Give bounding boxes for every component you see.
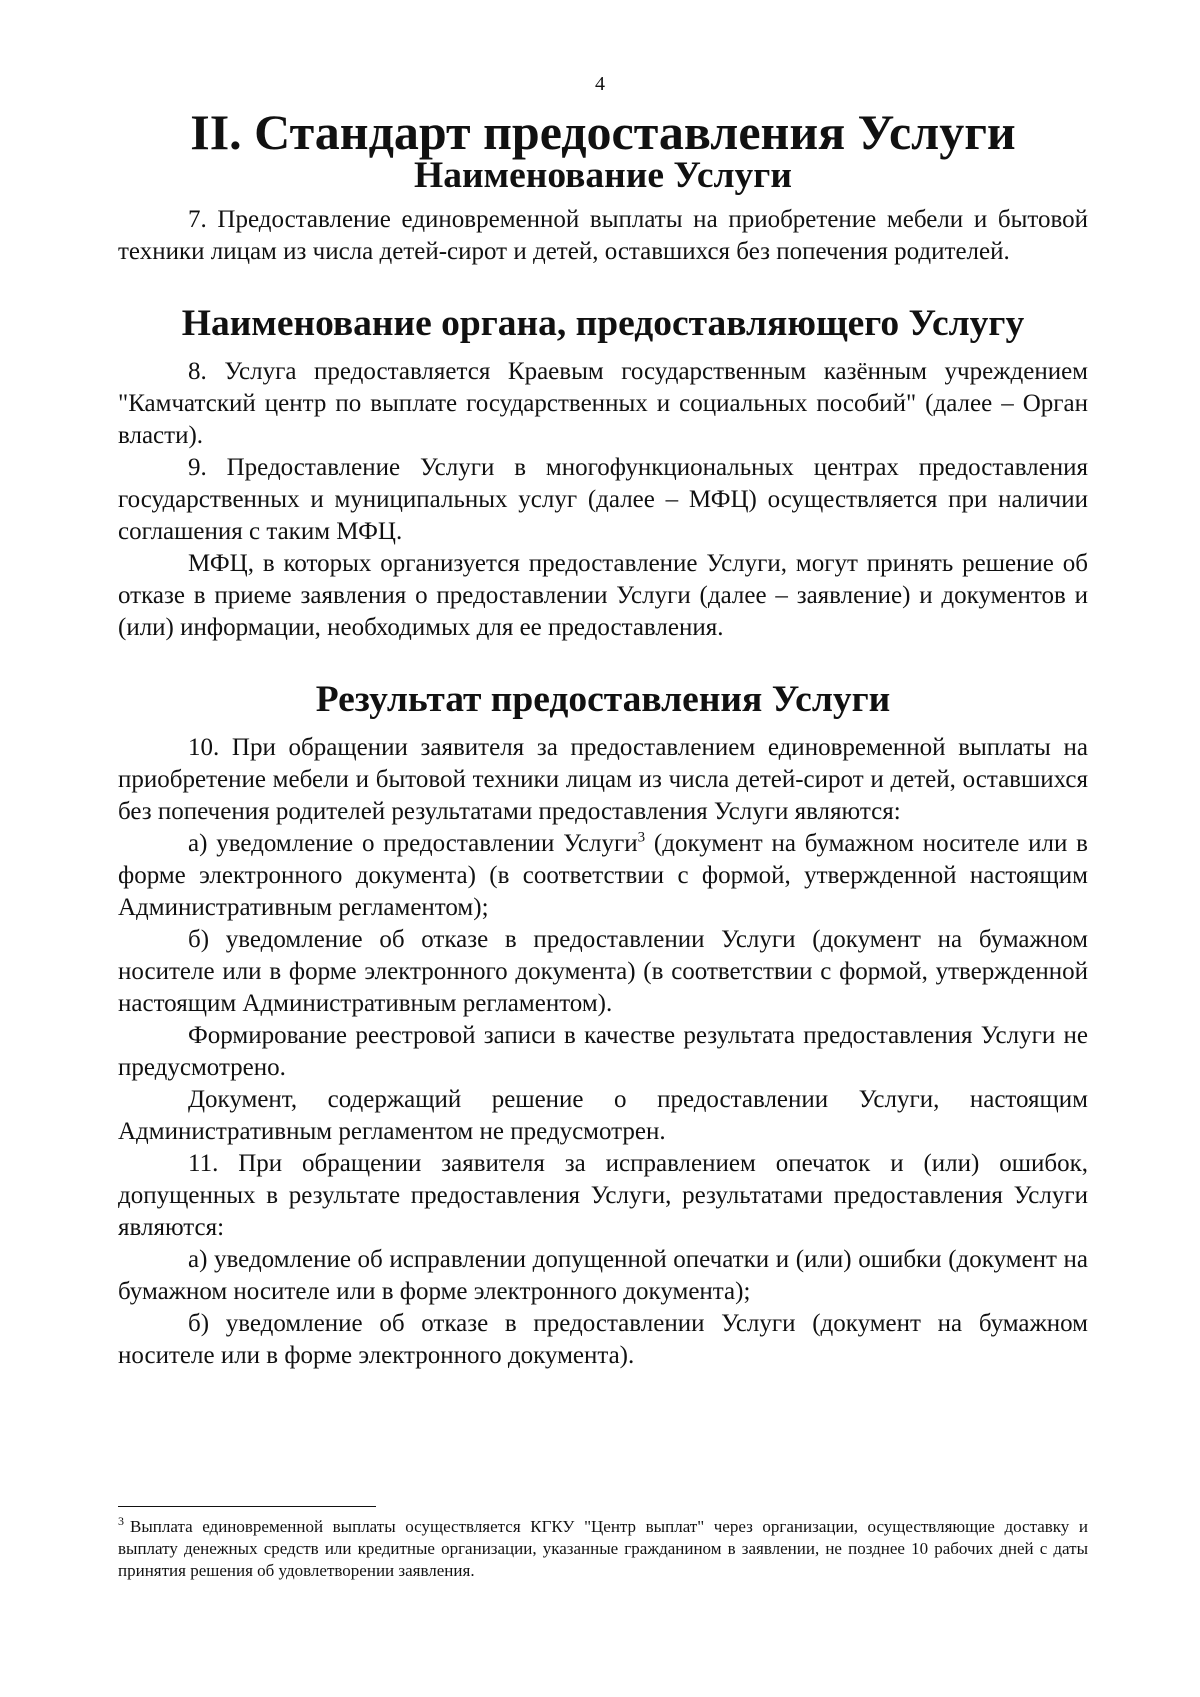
paragraph-mfc: МФЦ, в которых организуется предоставление Услуги, могут принять решение об отказе в приеме заявления о предоставлении Услуги (далее – заявление) и документов и (или) информации, необходимых для ее предоставления. bbox=[118, 550, 1088, 641]
page-content bbox=[118, 104, 1088, 1372]
footnote-text: Выплата единовременной выплаты осуществляется КГКУ "Центр выплат" через организации, осуществляющие доставку и выплату денежных средств или кредитные организации, указанные гражданином в заявлении, не позднее 10 рабочих дней с даты принятия решения об удовлетворении заявления. bbox=[118, 1517, 1088, 1580]
paragraph-10a bbox=[118, 828, 1088, 924]
block-result bbox=[118, 679, 1088, 1372]
footnote-number: 3 bbox=[118, 1514, 124, 1529]
page-number: 4 bbox=[595, 73, 605, 95]
paragraph-11: 11. При обращении заявителя за исправлением опечаток и (или) ошибок, допущенных в результате предоставления Услуги, результатами предоставления Услуги являются: bbox=[118, 1150, 1088, 1241]
paragraph-9: 9. Предоставление Услуги в многофункциональных центрах предоставления государственных и муниципальных услуг (далее – МФЦ) осуществляется при наличии соглашения с таким МФЦ. bbox=[118, 454, 1088, 545]
block-heading: Наименование органа, предоставляющего Услугу bbox=[181, 303, 1025, 344]
paragraph-10: 10. При обращении заявителя за предоставлением единовременной выплаты на приобретение мебели и бытовой техники лицам из числа детей-сирот и детей, оставшихся без попечения родителей результатами предоставления Услуги являются: bbox=[118, 734, 1088, 825]
paragraph-10a-text-rest: (документ на бумажном носителе или в форме электронного документа) (в соответствии с формой, утвержденной настоящим Административным регламентом); bbox=[118, 830, 1088, 921]
paragraph-decision-document: Документ, содержащий решение о предоставлении Услуги, настоящим Административным регламентом не предусмотрен. bbox=[118, 1086, 1088, 1145]
paragraph-8: 8. Услуга предоставляется Краевым государственным казённым учреждением "Камчатский центр по выплате государственных и социальных пособий" (далее – Орган власти). bbox=[118, 358, 1088, 449]
paragraph-registry: Формирование реестровой записи в качестве результата предоставления Услуги не предусмотрено. bbox=[118, 1022, 1088, 1081]
footnote bbox=[118, 1516, 1088, 1582]
block-heading: Результат предоставления Услуги bbox=[315, 679, 891, 720]
paragraph-11b: б) уведомление об отказе в предоставлении Услуги (документ на бумажном носителе или в форме электронного документа). bbox=[118, 1310, 1088, 1369]
block-service-name bbox=[118, 155, 1088, 268]
paragraph-7: 7. Предоставление единовременной выплаты на приобретение мебели и бытовой техники лицам из числа детей-сирот и детей, оставшихся без попечения родителей. bbox=[118, 206, 1088, 265]
paragraph-10a-text: а) уведомление о предоставлении Услуги bbox=[188, 830, 638, 857]
block-heading: Наименование Услуги bbox=[414, 155, 792, 196]
paragraph-10b: б) уведомление об отказе в предоставлении Услуги (документ на бумажном носителе или в форме электронного документа) (в соответствии с формой, утвержденной настоящим Административным регламентом). bbox=[118, 926, 1088, 1017]
section-title: II. Стандарт предоставления Услуги bbox=[190, 104, 1016, 160]
footnote-reference[interactable]: 3 bbox=[637, 829, 646, 846]
footnote-separator bbox=[118, 1506, 376, 1507]
paragraph-11a: а) уведомление об исправлении допущенной опечатки и (или) ошибки (документ на бумажном носителе или в форме электронного документа); bbox=[118, 1246, 1088, 1305]
block-authority bbox=[118, 303, 1088, 644]
